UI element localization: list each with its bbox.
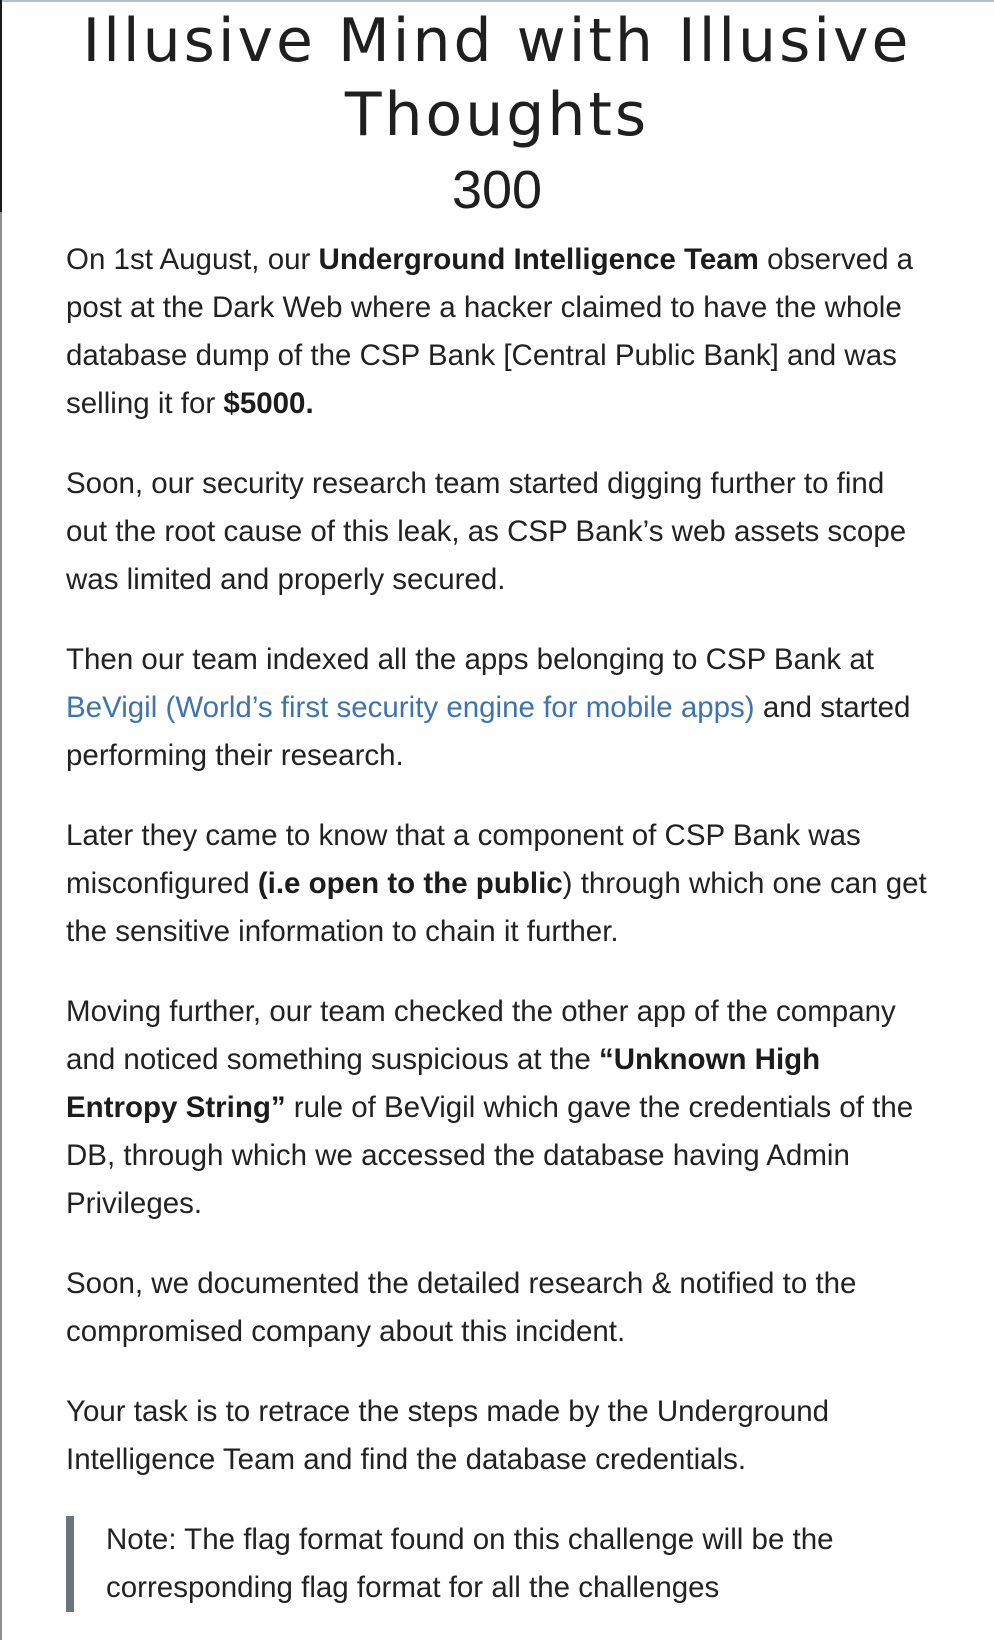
bevigil-link[interactable]: BeVigil (World’s first security engine for mobile apps) (66, 691, 755, 724)
bold-text: “Unknown High Entropy String” (66, 1043, 821, 1124)
description-paragraph: Soon, our security research team started digging further to find out the root cause of this leak, as CSP Bank’s web assets scope was limited and properly secured. (66, 467, 907, 596)
description-paragraph: On 1st August, our Underground Intelligence Team observed a post at the Dark Web where a hacker claimed to have the whole database dump of the CSP Bank [Central Public Bank] and was selling it for $5000. (66, 243, 914, 420)
description-paragraph: Soon, we documented the detailed research & notified to the compromised company about this incident. (66, 1267, 857, 1348)
scroll-indicator (0, 0, 2, 212)
description-paragraph: Moving further, our team checked the other app of the company and noticed something suspicious at the “Unknown High Entropy String” rule of BeVigil which gave the credentials of the DB, through which we accessed the database having Admin Privileges. (66, 995, 914, 1220)
bold-text: $5000. (223, 387, 314, 420)
modal-left-border (0, 0, 2, 1640)
challenge-title: Illusive Mind with Illusive Thoughts (82, 6, 912, 150)
bold-text: Underground Intelligence Team (318, 243, 759, 276)
modal-body (66, 0, 928, 1612)
description-paragraph: Your task is to retrace the steps made by the Underground Intelligence Team and find the database credentials. (66, 1395, 830, 1476)
note-blockquote: Note: The flag format found on this challenge will be the corresponding flag format for all the challenges (66, 1516, 928, 1612)
challenge-points: 300 (451, 160, 543, 220)
bold-text: (i.e open to the public (257, 867, 563, 900)
challenge-description (66, 236, 928, 1612)
description-paragraph: Later they came to know that a component of CSP Bank was misconfigured (i.e open to the public) through which one can get the sensitive information to chain it further. (66, 819, 927, 948)
description-paragraph: Then our team indexed all the apps belonging to CSP Bank at BeVigil (World’s first security engine for mobile apps) and started performing their research. (66, 643, 911, 772)
